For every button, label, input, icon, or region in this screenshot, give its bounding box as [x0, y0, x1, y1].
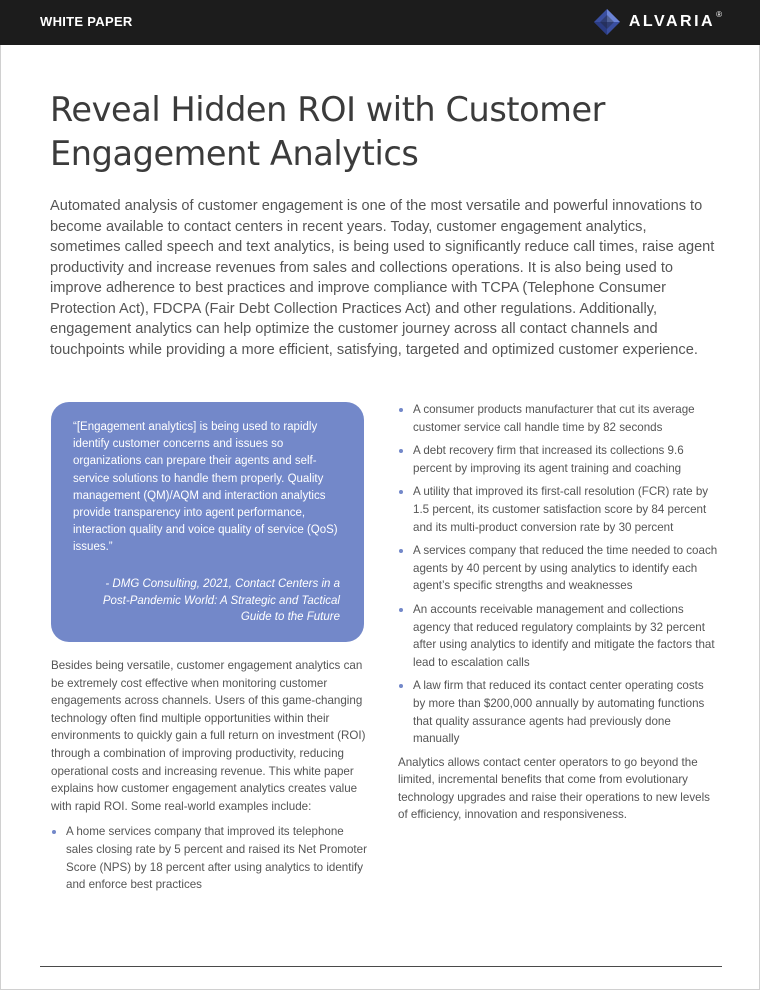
left-column [51, 657, 371, 900]
bullet-dot-icon [399, 408, 403, 412]
list-item [398, 483, 718, 536]
list-item-text: A services company that reduced the time needed to coach agents by 40 percent by using analytics to identify each agent’s specific strengths and weaknesses [413, 544, 718, 593]
list-item-text: A utility that improved its first-call resolution (FCR) rate by 1.5 percent, its customer satisfaction score by 84 percent and its multi-product conversion rate by 30 percent [413, 485, 709, 534]
closing-paragraph: Analytics allows contact center operators to go beyond the limited, incremental benefits that come from evolutionary technology upgrades and raise their operations to new levels of efficiency, innovation and responsiveness. [398, 755, 710, 822]
bullet-dot-icon [399, 549, 403, 553]
alvaria-cube-logo-icon [593, 8, 621, 36]
bullet-dot-icon [399, 608, 403, 612]
left-column-paragraph: Besides being versatile, customer engagement analytics can be extremely cost effective when monitoring customer engagements across channels. Users of this game-changing technology often find multiple opportunities within their environments to quickly gain a full return on investment (ROI) through a combination of improving productivity, reducing operational costs and increasing revenue. This white paper explains how customer engagement analytics creates value with rapid ROI. Some real-world examples include: [51, 659, 366, 813]
right-bullet-list [398, 401, 718, 748]
pull-quote-box [51, 402, 364, 642]
brand-logo [593, 6, 722, 38]
bullet-dot-icon [399, 449, 403, 453]
bullet-dot-icon [399, 490, 403, 494]
list-item-text: A consumer products manufacturer that cut its average customer service call handle time by 82 seconds [413, 403, 695, 434]
right-column [398, 401, 718, 824]
page-title: Reveal Hidden ROI with Customer Engagement Analytics [50, 90, 606, 173]
left-bullet-list [51, 823, 371, 893]
bullet-dot-icon [52, 830, 56, 834]
list-item [398, 542, 718, 595]
pull-quote-text: “[Engagement analytics] is being used to rapidly identify customer concerns and issues so organizations can prepare their agents and self-service solutions to handle them properly. Quality management (QM)/AQM and interaction analytics provide transparency into agent performance, interaction quality and voice quality of service (QoS) issues.” [73, 421, 338, 554]
list-item [398, 677, 718, 747]
list-item [398, 442, 718, 477]
intro-paragraph: Automated analysis of customer engagement is one of the most versatile and powerful innovations to become available to contact centers in recent years. Today, customer engagement analytics, sometimes called speech and text analytics, is being used to significantly reduce call times, raise agent productivity and increase revenues from sales and collections operations. It is also being used to improve adherence to best practices and improve compliance with TCPA (Telephone Consumer Protection Act), FDCPA (Fair Debt Collection Practices Act) and other regulations. Additionally, engagement analytics can help optimize the customer journey across all contact channels and touchpoints while providing a more efficient, satisfying, targeted and optimized customer experience. [50, 198, 715, 358]
list-item-text: A home services company that improved its telephone sales closing rate by 5 percent and raised its Net Promoter Score (NPS) by 18 percent after using analytics to identify and enforce best practices [66, 825, 367, 892]
list-item-text: A law firm that reduced its contact center operating costs by more than $200,000 annually by automating functions that quality assurance agents had previously done manually [413, 679, 705, 746]
document-type-label: WHITE PAPER [40, 14, 133, 29]
list-item [398, 601, 718, 671]
list-item-text: An accounts receivable management and collections agency that reduced regulatory complaints by 32 percent after using analytics to identify and mitigate the factors that lead to escalation calls [413, 602, 715, 669]
pull-quote-citation: - DMG Consulting, 2021, Contact Centers in a Post-Pandemic World: A Strategic and Tactical Guide to the Future [102, 578, 340, 623]
page-header [0, 0, 760, 45]
bullet-dot-icon [399, 684, 403, 688]
list-item-text: A debt recovery firm that increased its collections 9.6 percent by improving its agent training and coaching [413, 444, 684, 475]
trademark-symbol: ® [716, 10, 722, 19]
footer-divider [40, 966, 722, 967]
brand-name: ALVARIA [628, 13, 716, 30]
list-item [398, 401, 718, 436]
list-item [51, 823, 371, 893]
